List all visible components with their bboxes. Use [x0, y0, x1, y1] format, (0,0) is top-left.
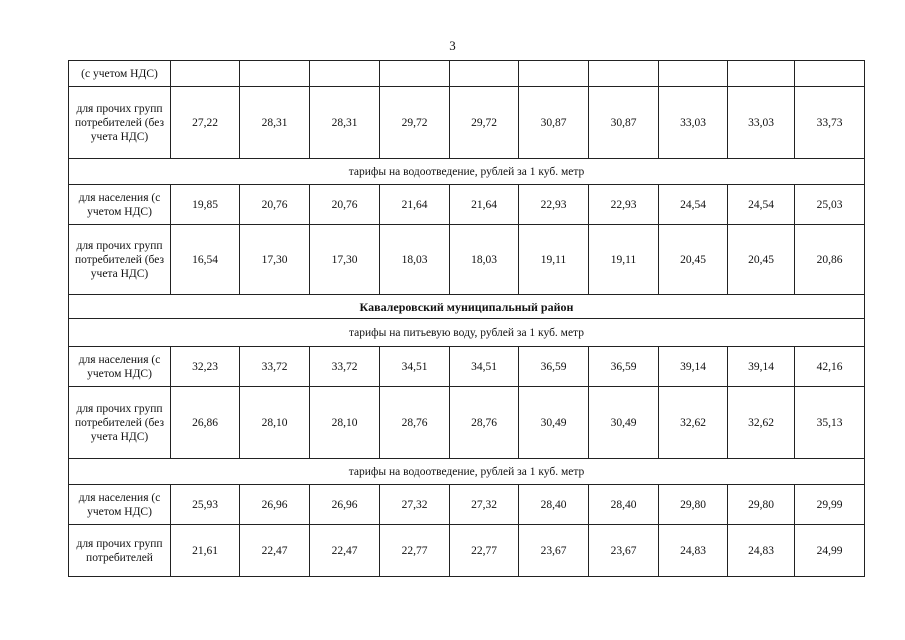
tariff-value-cell: 18,03 — [380, 225, 450, 295]
tariff-value-cell: 42,16 — [795, 347, 865, 387]
tariff-value-cell: 26,96 — [310, 485, 380, 525]
tariff-value-cell: 29,80 — [659, 485, 728, 525]
tariff-value-cell: 36,59 — [519, 347, 589, 387]
tariff-value-cell: 34,51 — [380, 347, 450, 387]
tariff-value-cell: 20,45 — [728, 225, 795, 295]
tariff-value-cell: 25,03 — [795, 185, 865, 225]
row-label: для населения (с учетом НДС) — [69, 185, 171, 225]
tariff-value-cell: 28,76 — [450, 387, 519, 459]
tariff-value-cell — [171, 61, 240, 87]
tariff-value-cell: 22,47 — [310, 525, 380, 577]
tariff-value-cell: 22,93 — [519, 185, 589, 225]
table-row — [69, 61, 865, 87]
tariff-value-cell: 23,67 — [589, 525, 659, 577]
tariff-value-cell: 20,76 — [310, 185, 380, 225]
tariff-value-cell: 28,40 — [519, 485, 589, 525]
tariff-value-cell: 24,83 — [728, 525, 795, 577]
tariff-value-cell: 30,87 — [519, 87, 589, 159]
page-number: 3 — [449, 38, 456, 53]
tariff-value-cell: 24,54 — [728, 185, 795, 225]
tariff-value-cell: 29,80 — [728, 485, 795, 525]
tariff-value-cell: 16,54 — [171, 225, 240, 295]
table-row — [69, 87, 865, 159]
tariff-value-cell: 39,14 — [728, 347, 795, 387]
row-label: для населения (с учетом НДС) — [69, 347, 171, 387]
table-row — [69, 387, 865, 459]
table-row — [69, 225, 865, 295]
tariff-value-cell: 29,72 — [450, 87, 519, 159]
row-label: (с учетом НДС) — [69, 61, 171, 87]
table-row — [69, 485, 865, 525]
tariff-value-cell: 34,51 — [450, 347, 519, 387]
tariff-value-cell: 33,03 — [659, 87, 728, 159]
tariff-value-cell: 27,32 — [450, 485, 519, 525]
tariff-value-cell: 25,93 — [171, 485, 240, 525]
tariff-value-cell — [240, 61, 310, 87]
tariff-value-cell: 30,49 — [589, 387, 659, 459]
row-label: для населения (с учетом НДС) — [69, 485, 171, 525]
tariff-value-cell: 22,93 — [589, 185, 659, 225]
tariff-value-cell: 21,61 — [171, 525, 240, 577]
tariff-value-cell: 28,40 — [589, 485, 659, 525]
tariff-value-cell: 30,49 — [519, 387, 589, 459]
tariff-value-cell: 28,10 — [310, 387, 380, 459]
section-header-row — [69, 159, 865, 185]
tariff-value-cell — [728, 61, 795, 87]
tariff-value-cell: 26,96 — [240, 485, 310, 525]
tariff-value-cell: 19,85 — [171, 185, 240, 225]
section-title: тарифы на питьевую воду, рублей за 1 куб. метр — [69, 319, 865, 347]
tariff-value-cell: 26,86 — [171, 387, 240, 459]
row-label: для прочих групп потребителей — [69, 525, 171, 577]
district-header-row — [69, 295, 865, 319]
tariff-value-cell: 32,62 — [659, 387, 728, 459]
tariff-value-cell: 28,31 — [240, 87, 310, 159]
section-title: тарифы на водоотведение, рублей за 1 куб. метр — [69, 159, 865, 185]
tariff-value-cell — [589, 61, 659, 87]
tariff-value-cell: 24,54 — [659, 185, 728, 225]
tariff-value-cell: 33,72 — [240, 347, 310, 387]
tariff-value-cell: 29,99 — [795, 485, 865, 525]
tariff-value-cell: 36,59 — [589, 347, 659, 387]
tariff-value-cell: 20,86 — [795, 225, 865, 295]
tariff-value-cell: 33,73 — [795, 87, 865, 159]
tariff-value-cell: 19,11 — [519, 225, 589, 295]
tariff-value-cell: 28,31 — [310, 87, 380, 159]
tariff-value-cell: 20,45 — [659, 225, 728, 295]
tariff-value-cell: 24,99 — [795, 525, 865, 577]
tariff-value-cell: 30,87 — [589, 87, 659, 159]
tariff-value-cell: 33,72 — [310, 347, 380, 387]
tariff-value-cell: 27,32 — [380, 485, 450, 525]
tariff-value-cell: 17,30 — [310, 225, 380, 295]
tariff-value-cell: 27,22 — [171, 87, 240, 159]
tariff-value-cell: 35,13 — [795, 387, 865, 459]
tariff-table — [68, 60, 865, 577]
section-title: тарифы на водоотведение, рублей за 1 куб. метр — [69, 459, 865, 485]
tariff-value-cell: 20,76 — [240, 185, 310, 225]
tariff-value-cell: 32,62 — [728, 387, 795, 459]
tariff-value-cell: 21,64 — [380, 185, 450, 225]
tariff-value-cell — [519, 61, 589, 87]
row-label: для прочих групп потребителей (без учета НДС) — [69, 225, 171, 295]
tariff-value-cell: 17,30 — [240, 225, 310, 295]
tariff-value-cell: 22,77 — [380, 525, 450, 577]
tariff-value-cell: 28,76 — [380, 387, 450, 459]
tariff-value-cell: 29,72 — [380, 87, 450, 159]
tariff-value-cell: 21,64 — [450, 185, 519, 225]
tariff-value-cell — [450, 61, 519, 87]
tariff-value-cell: 22,77 — [450, 525, 519, 577]
tariff-value-cell: 33,03 — [728, 87, 795, 159]
row-label: для прочих групп потребителей (без учета НДС) — [69, 387, 171, 459]
tariff-value-cell — [659, 61, 728, 87]
tariff-value-cell: 28,10 — [240, 387, 310, 459]
tariff-value-cell: 18,03 — [450, 225, 519, 295]
row-label: для прочих групп потребителей (без учета НДС) — [69, 87, 171, 159]
tariff-value-cell: 39,14 — [659, 347, 728, 387]
tariff-value-cell: 24,83 — [659, 525, 728, 577]
tariff-value-cell — [795, 61, 865, 87]
section-header-row — [69, 459, 865, 485]
table-row — [69, 185, 865, 225]
section-header-row — [69, 319, 865, 347]
tariff-value-cell: 22,47 — [240, 525, 310, 577]
district-title: Кавалеровский муниципальный район — [69, 295, 865, 319]
table-row — [69, 347, 865, 387]
tariff-value-cell — [310, 61, 380, 87]
tariff-table-body — [69, 61, 865, 577]
tariff-value-cell — [380, 61, 450, 87]
tariff-value-cell: 32,23 — [171, 347, 240, 387]
table-row — [69, 525, 865, 577]
tariff-value-cell: 19,11 — [589, 225, 659, 295]
tariff-value-cell: 23,67 — [519, 525, 589, 577]
